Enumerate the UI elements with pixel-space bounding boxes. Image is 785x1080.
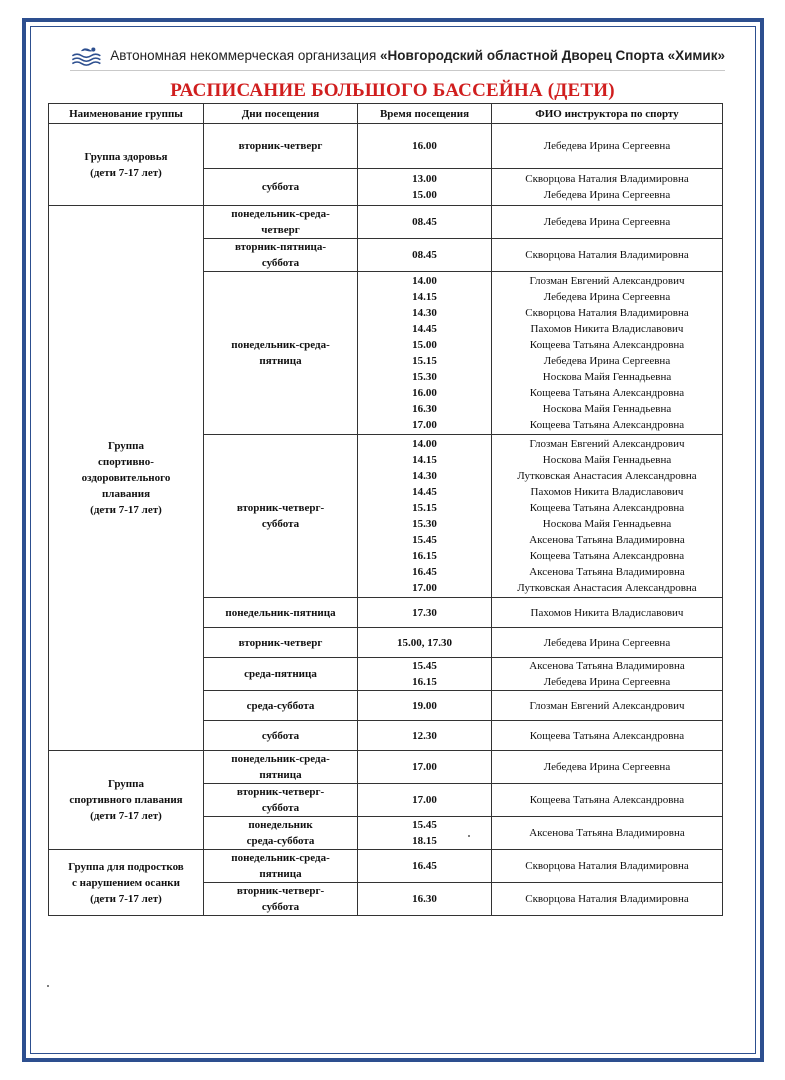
time-cell-line: 15.45 <box>412 534 437 546</box>
time-cell-line: 15.00 <box>412 189 437 201</box>
days-cell <box>204 850 358 883</box>
time-cell-line: 15.15 <box>412 355 437 367</box>
schedule-table <box>48 103 723 916</box>
days-cell-line: суббота <box>261 181 300 193</box>
table-row <box>49 751 723 784</box>
time-cell-line: 16.00 <box>412 387 437 399</box>
time-cell-line: 17.00 <box>412 761 437 773</box>
days-cell-line: среда-суббота <box>246 835 315 847</box>
time-cell-line: 14.15 <box>412 454 437 466</box>
instructor-cell-line: Глозман Евгений Александрович <box>529 275 685 287</box>
column-header-group: Наименование группы <box>49 104 204 124</box>
instructor-cell-line: Лебедева Ирина Сергеевна <box>543 189 671 201</box>
days-cell <box>204 784 358 817</box>
days-cell <box>204 628 358 658</box>
instructor-cell <box>492 751 723 784</box>
instructor-cell-line: Лебедева Ирина Сергеевна <box>543 140 671 152</box>
days-cell-line: среда-суббота <box>246 699 315 712</box>
column-header-days: Дни посещения <box>204 104 358 124</box>
days-cell <box>204 206 358 239</box>
days-cell-line: пятница <box>259 868 302 880</box>
instructor-cell-line: Аксенова Татьяна Владимировна <box>529 534 685 546</box>
days-cell-line: пятница <box>259 355 302 367</box>
time-cell-line: 08.45 <box>412 216 437 228</box>
days-cell <box>204 691 358 721</box>
days-cell-line: понедельник-пятница <box>225 606 336 619</box>
group-name-line: спортивного плавания <box>69 794 183 806</box>
days-cell-line: вторник-четверг- <box>236 786 325 798</box>
time-cell-line: 13.00 <box>412 173 437 185</box>
instructor-cell-line: Глозман Евгений Александрович <box>529 699 685 712</box>
instructor-cell-line: Кощеева Татьяна Александровна <box>529 419 685 431</box>
group-name-line: плавания <box>101 488 151 500</box>
time-cell <box>358 206 492 239</box>
days-cell <box>204 124 358 169</box>
days-cell <box>204 272 358 435</box>
instructor-cell <box>492 691 723 721</box>
instructor-cell-line: Носкова Майя Геннадьевна <box>542 403 672 415</box>
instructor-cell <box>492 850 723 883</box>
time-cell <box>358 850 492 883</box>
days-cell-line: понедельник-среда- <box>231 208 330 220</box>
group-name-cell <box>49 850 204 916</box>
time-cell-line: 14.15 <box>412 291 437 303</box>
instructor-cell-line: Носкова Майя Геннадьевна <box>542 518 672 530</box>
instructor-cell-line: Лебедева Ирина Сергеевна <box>543 355 671 367</box>
group-name-line: Группа <box>108 778 144 790</box>
instructor-cell-line: Пахомов Никита Владиславович <box>530 486 684 498</box>
time-cell-line: 17.00 <box>412 794 437 806</box>
time-cell-line: 14.45 <box>412 323 437 335</box>
group-name-line: Группа для подростков <box>68 860 184 873</box>
time-cell-line: 18.15 <box>412 835 437 847</box>
instructor-cell-line: Лебедева Ирина Сергеевна <box>543 291 671 303</box>
table-row <box>49 206 723 239</box>
organization-name: Автономная некоммерческая организация «Новгородский областной Дворец Спорта «Химик» <box>110 47 725 63</box>
instructor-cell <box>492 883 723 916</box>
instructor-cell-line: Пахомов Никита Владиславович <box>530 606 684 619</box>
time-cell-line: 14.30 <box>412 470 437 482</box>
days-cell-line: понедельник-среда- <box>231 753 330 765</box>
days-cell-line: вторник-четверг <box>238 636 323 649</box>
instructor-cell <box>492 628 723 658</box>
instructor-cell <box>492 721 723 751</box>
instructor-cell-line: Кощеева Татьяна Александровна <box>529 387 685 399</box>
time-cell-line: 14.00 <box>412 438 437 450</box>
instructor-cell-line: Пахомов Никита Владиславович <box>530 323 684 335</box>
time-cell <box>358 817 492 850</box>
group-name-line: Группа здоровья <box>84 150 168 163</box>
instructor-cell-line: Кощеева Татьяна Александровна <box>529 794 685 806</box>
instructor-cell-line: Кощеева Татьяна Александровна <box>529 729 685 742</box>
time-cell <box>358 658 492 691</box>
time-cell-line: 14.00 <box>412 275 437 287</box>
days-cell <box>204 883 358 916</box>
instructor-cell-line: Лебедева Ирина Сергеевна <box>543 216 671 228</box>
instructor-cell <box>492 598 723 628</box>
time-cell <box>358 721 492 751</box>
instructor-cell-line: Лутковская Анастасия Александровна <box>517 582 697 594</box>
days-cell-line: четверг <box>261 224 300 236</box>
group-name-line: Группа <box>108 440 144 452</box>
instructor-cell-line: Скворцова Наталия Владимировна <box>525 173 689 185</box>
days-cell <box>204 169 358 206</box>
time-cell-line: 15.00, 17.30 <box>397 636 452 649</box>
days-cell-line: среда-пятница <box>244 668 317 680</box>
time-cell-line: 16.15 <box>412 676 437 688</box>
days-cell-line: понедельник-среда- <box>231 339 330 351</box>
time-cell-line: 17.30 <box>412 606 437 619</box>
days-cell-line: вторник-пятница- <box>234 241 327 253</box>
instructor-cell-line: Аксенова Татьяна Владимировна <box>529 827 685 839</box>
days-cell <box>204 435 358 598</box>
instructor-cell <box>492 658 723 691</box>
time-cell-line: 15.15 <box>412 502 437 514</box>
document-header <box>70 40 725 71</box>
instructor-cell <box>492 817 723 850</box>
column-header-instructor: ФИО инструктора по спорту <box>492 104 723 124</box>
instructor-cell-line: Скворцова Наталия Владимировна <box>525 893 689 905</box>
days-cell-line: вторник-четверг- <box>236 885 325 897</box>
time-cell-line: 16.45 <box>412 566 437 578</box>
table-row <box>49 850 723 883</box>
days-cell-line: суббота <box>261 802 300 814</box>
days-cell-line: суббота <box>261 257 300 269</box>
days-cell <box>204 239 358 272</box>
column-header-time: Время посещения <box>358 104 492 124</box>
time-cell-line: 15.00 <box>412 339 437 351</box>
instructor-cell-line: Лебедева Ирина Сергеевна <box>543 761 671 773</box>
page-title: РАСПИСАНИЕ БОЛЬШОГО БАССЕЙНА (ДЕТИ) <box>170 80 615 101</box>
instructor-cell-line: Кощеева Татьяна Александровна <box>529 502 685 514</box>
instructor-cell <box>492 435 723 598</box>
group-name-line: (дети 7-17 лет) <box>90 810 162 822</box>
group-name-cell <box>49 751 204 850</box>
instructor-cell-line: Кощеева Татьяна Александровна <box>529 339 685 351</box>
time-cell <box>358 435 492 598</box>
time-cell-line: 16.30 <box>412 893 437 905</box>
time-cell-line: 16.00 <box>412 140 437 152</box>
instructor-cell-line: Носкова Майя Геннадьевна <box>542 454 672 466</box>
instructor-cell-line: Лутковская Анастасия Александровна <box>517 470 697 482</box>
time-cell <box>358 598 492 628</box>
swimmer-logo-icon <box>70 41 104 69</box>
time-cell <box>358 124 492 169</box>
days-cell-line: вторник-четверг <box>238 140 323 152</box>
time-cell-line: 14.30 <box>412 307 437 319</box>
group-name-line: оздоровительного <box>81 472 171 484</box>
instructor-cell-line: Носкова Майя Геннадьевна <box>542 371 672 383</box>
time-cell-line: 16.15 <box>412 550 437 562</box>
instructor-cell <box>492 272 723 435</box>
group-name-line: (дети 7-17 лет) <box>90 892 162 905</box>
instructor-cell-line: Скворцова Наталия Владимировна <box>525 249 689 261</box>
days-cell-line: суббота <box>261 729 300 742</box>
instructor-cell <box>492 239 723 272</box>
instructor-cell-line: Аксенова Татьяна Владимировна <box>529 660 685 672</box>
group-name-line: (дети 7-17 лет) <box>90 504 162 516</box>
time-cell-line: 16.30 <box>412 403 437 415</box>
time-cell-line: 15.45 <box>412 660 437 672</box>
time-cell-line: 08.45 <box>412 249 437 261</box>
instructor-cell-line: Лебедева Ирина Сергеевна <box>543 636 671 649</box>
time-cell <box>358 272 492 435</box>
table-header-row <box>49 104 723 124</box>
time-cell <box>358 169 492 206</box>
group-name-line: (дети 7-17 лет) <box>90 166 162 179</box>
time-cell-line: 14.45 <box>412 486 437 498</box>
time-cell-line: 17.00 <box>412 419 437 431</box>
days-cell <box>204 817 358 850</box>
days-cell-line: вторник-четверг- <box>236 502 325 514</box>
group-name-line: спортивно- <box>98 456 154 468</box>
time-cell <box>358 628 492 658</box>
schedule-body <box>49 124 723 916</box>
time-cell-line: 15.30 <box>412 518 437 530</box>
instructor-cell <box>492 124 723 169</box>
group-name-cell <box>49 124 204 206</box>
instructor-cell-line: Аксенова Татьяна Владимировна <box>529 566 685 578</box>
instructor-cell <box>492 169 723 206</box>
instructor-cell <box>492 206 723 239</box>
time-cell <box>358 239 492 272</box>
days-cell-line: пятница <box>259 769 302 781</box>
time-cell <box>358 691 492 721</box>
scan-speck <box>468 835 470 837</box>
time-cell <box>358 883 492 916</box>
time-cell-line: 16.45 <box>412 860 437 872</box>
time-cell <box>358 751 492 784</box>
time-cell <box>358 784 492 817</box>
group-name-line: с нарушением осанки <box>72 876 180 889</box>
table-row <box>49 124 723 169</box>
days-cell-line: понедельник-среда- <box>231 852 330 864</box>
instructor-cell-line: Лебедева Ирина Сергеевна <box>543 676 671 688</box>
instructor-cell-line: Глозман Евгений Александрович <box>529 438 685 450</box>
instructor-cell-line: Кощеева Татьяна Александровна <box>529 550 685 562</box>
days-cell <box>204 721 358 751</box>
instructor-cell-line: Скворцова Наталия Владимировна <box>525 860 689 872</box>
instructor-cell-line: Скворцова Наталия Владимировна <box>525 307 689 319</box>
time-cell-line: 17.00 <box>412 582 437 594</box>
days-cell <box>204 598 358 628</box>
days-cell <box>204 658 358 691</box>
scan-speck <box>47 985 49 987</box>
days-cell-line: понедельник <box>248 819 313 831</box>
days-cell-line: суббота <box>261 901 300 913</box>
time-cell-line: 15.45 <box>412 819 437 831</box>
instructor-cell <box>492 784 723 817</box>
time-cell-line: 12.30 <box>412 729 437 742</box>
days-cell <box>204 751 358 784</box>
time-cell-line: 19.00 <box>412 699 437 712</box>
time-cell-line: 15.30 <box>412 371 437 383</box>
group-name-cell <box>49 206 204 751</box>
days-cell-line: суббота <box>261 518 300 530</box>
